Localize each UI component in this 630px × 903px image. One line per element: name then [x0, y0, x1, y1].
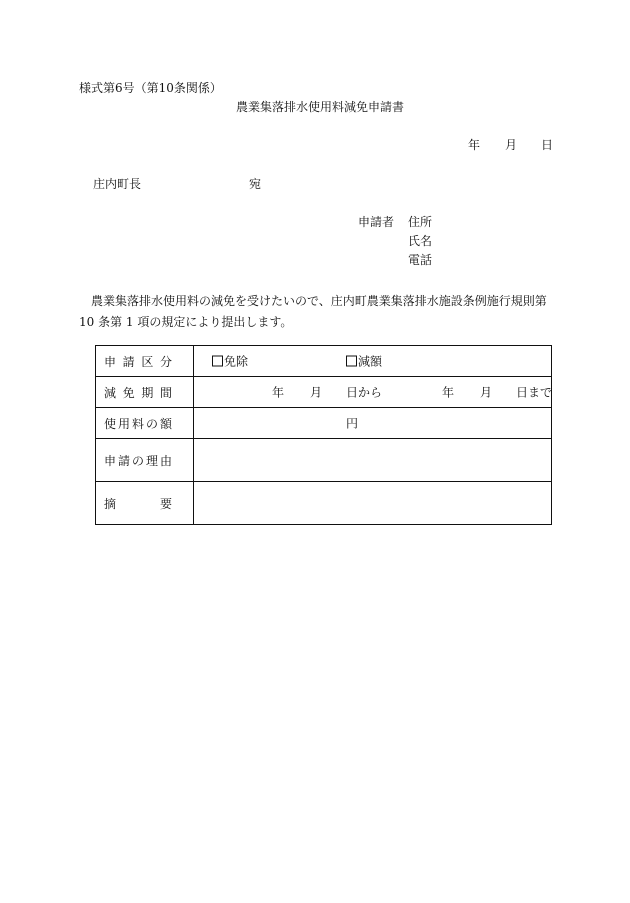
yen-unit: 円	[346, 416, 359, 431]
period-start-year: 年	[272, 385, 285, 400]
applicant-label: 申請者	[358, 215, 395, 229]
label-application-type	[96, 346, 194, 377]
label-char: 区	[141, 354, 154, 369]
applicant-phone-label: 電話	[408, 253, 433, 267]
exemption-label: 免除	[224, 354, 249, 369]
row-application-type	[96, 346, 552, 377]
date-day-label: 日	[541, 138, 554, 152]
label-char: 由	[159, 453, 172, 468]
label-char: 請	[122, 354, 135, 369]
period-end-month: 月	[480, 385, 493, 400]
date-year-label: 年	[468, 138, 481, 152]
document-title: 農業集落排水使用料減免申請書	[236, 100, 405, 114]
value-reduction-period	[194, 377, 552, 408]
label-char: の	[131, 453, 144, 468]
applicant-address-label: 住所	[408, 215, 433, 229]
date-month-label: 月	[505, 138, 518, 152]
period-start-day: 日から	[346, 385, 383, 400]
option-exemption[interactable]	[212, 353, 248, 370]
option-reduction[interactable]	[346, 353, 382, 370]
body-text: 農業集落排水使用料の減免を受けたいので、庄内町農業集落排水施設条例施行規則第 10 条第 1 項の規定により提出します。	[79, 294, 547, 329]
label-char: 間	[159, 385, 172, 400]
label-char: 額	[159, 416, 172, 431]
label-char: 免	[122, 385, 135, 400]
value-application-type	[194, 346, 552, 377]
row-remarks	[96, 482, 552, 525]
label-char: 分	[159, 354, 172, 369]
form-number: 様式第6号（第10条関係）	[79, 81, 222, 95]
label-remarks	[96, 482, 194, 525]
value-application-reason	[194, 439, 552, 482]
label-fee-amount	[96, 408, 194, 439]
label-char: 使	[104, 416, 117, 431]
label-char: 減	[104, 385, 117, 400]
label-char: 申	[104, 354, 117, 369]
label-char: 用	[117, 416, 130, 431]
period-start-month: 月	[310, 385, 323, 400]
label-char: 料	[131, 416, 144, 431]
label-char: 要	[159, 496, 172, 511]
applicant-name-label: 氏名	[408, 234, 433, 248]
label-char: 期	[141, 385, 154, 400]
application-table	[95, 345, 552, 525]
row-fee-amount	[96, 408, 552, 439]
label-char: の	[145, 416, 158, 431]
period-end-year: 年	[442, 385, 455, 400]
reduction-checkbox[interactable]	[346, 356, 357, 367]
label-reduction-period	[96, 377, 194, 408]
period-end-day: 日まで	[516, 385, 553, 400]
label-char: 申	[104, 453, 117, 468]
value-fee-amount	[194, 408, 552, 439]
recipient-suffix: 宛	[249, 177, 262, 191]
label-char: 請	[117, 453, 130, 468]
exemption-checkbox[interactable]	[212, 356, 223, 367]
reduction-label: 減額	[358, 354, 383, 369]
label-char: 理	[145, 453, 158, 468]
value-remarks	[194, 482, 552, 525]
row-application-reason	[96, 439, 552, 482]
label-application-reason	[96, 439, 194, 482]
row-reduction-period	[96, 377, 552, 408]
label-char: 摘	[104, 496, 117, 511]
recipient-name: 庄内町長	[93, 177, 142, 191]
